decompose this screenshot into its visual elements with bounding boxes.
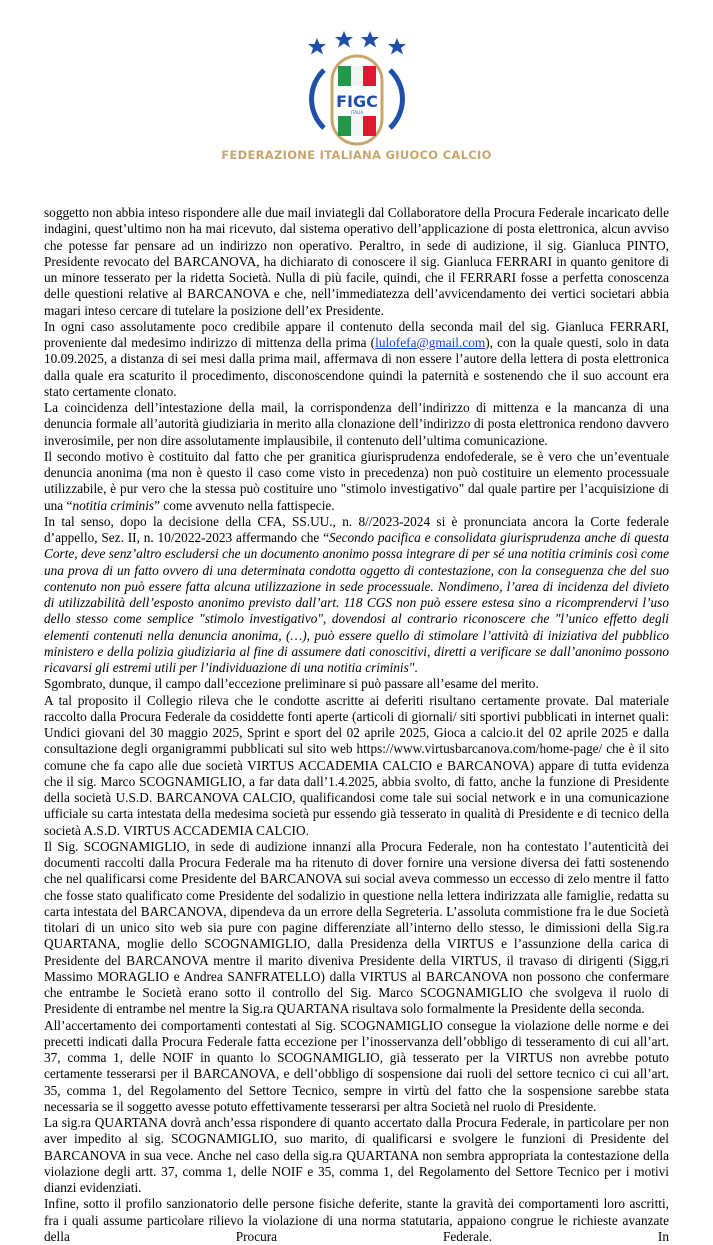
text-segment: In tal senso, dopo la decisione della CFA, SS.UU., n. 8//2023-2024 si è pronunciata ancora la Corte federale d’appello, Sez. II, n. 10/2022-2023 affermando che “ <box>44 513 669 545</box>
text-segment: . <box>414 660 418 675</box>
italic-quote: notitia criminis <box>72 497 155 513</box>
email-link[interactable]: lulofefa@gmail.com <box>375 335 486 350</box>
text-segment: Infine, sotto il profilo sanzionatorio delle persone fisiche deferite, stante la gravità dei comportamenti loro ascritti, fra i quali assume particolare rilievo la violazione di una norma statutaria, appaiono congrue le richieste avanzate della Procura Federale. In <box>44 1196 669 1244</box>
text-segment: Il secondo motivo è costituito dal fatto che per granitica giurisprudenza endofederale, se è vero che un’eventuale denuncia anonima (ma non è questo il caso come visto in precedenza) non può costituire un elemento processuale utilizzabile, è pur vero che la stessa può costituire uno "stimolo investigativo" dal quale partire per l’acquisizione di una “ <box>44 448 669 513</box>
svg-text:ITALIA: ITALIA <box>350 110 363 115</box>
paragraph <box>44 205 669 319</box>
text-segment: Sgombrato, dunque, il campo dall’eccezione preliminare si può passare all’esame del merito. <box>44 676 539 692</box>
document-body <box>44 205 669 1245</box>
paragraph <box>44 319 669 400</box>
paragraph <box>44 676 669 692</box>
paragraph <box>44 449 669 514</box>
text-segment: ” come avvenuto nella fattispecie. <box>154 497 335 513</box>
paragraph <box>44 693 669 839</box>
text-segment: La coincidenza dell’intestazione della mail, la corrispondenza dell’indirizzo di mittenza e la mancanza di una denuncia formale all’autorità giudiziaria in merito alla clonazione dell’indirizzo di posta elettronica rendono davvero inverosimile, per non dire assolutamente implausibile, il contenuto dell’ultima comunicazione. <box>44 400 669 448</box>
paragraph <box>44 839 669 1018</box>
stars-icon <box>308 31 406 55</box>
paragraph <box>44 1018 669 1116</box>
text-segment: soggetto non abbia inteso rispondere alle due mail inviategli dal Collaboratore della Procura Federale incaricato delle indagini, quest’ultimo non ha mai ricevuto, dal sistema operativo dell’applicazione di posta elettronica, alcun avviso che potesse far pensare ad un indirizzo non operativo. Peraltro, in sede di audizione, il sig. Gianluca PINTO, Presidente revocato del BARCANOVA, ha dichiarato di conoscere il sig. Gianluca FERRARI in quanto genitore di un minore tesserato per la ridetta Società. Nulla di più facile, quindi, che il FERRARI fosse a perfetta conoscenza delle questioni relative al BARCANOVA e che, nell’immediatezza dell’avvicendamento dei vertici societari abbia magari inteso cercare di tutelare la posizione dell’ex Presidente. <box>44 205 669 318</box>
text-segment: Il Sig. SCOGNAMIGLIO, in sede di audizione innanzi alla Procura Federale, non ha contestato l’autenticità dei documenti raccolti dalla Procura Federale ma ha ritenuto di dover fornire una versione diversa dei fatti sostenendo che nel qualificarsi come Presidente del BARCANOVA sui social aveva commesso un eccesso di zelo mentre il fatto che fosse stato qualificato come Presidente del sodalizio in questione nella lettera indirizzata alle famiglie, redatta su carta intestata del BARCANOVA, dipendeva da un errore della Segreteria. L’assoluta commistione fra le due Società titolari di un unico sito web sia pure con pagine differenziate all’interno dello stesso, le dimissioni della Sig.ra QUARTANA, moglie dello SCOGNAMIGLIO, dalla Presidenza della VIRTUS e l’assunzione della carica di Presidente del BARCANOVA mentre il marito diveniva Presidente della VIRTUS, il travaso di dirigenti (Sigg,ri Massimo MORAGLIO e Andrea SANFRATELLO) dalla VIRTUS al BARCANOVA non possono che confermare che entrambe le Società erano sotto il controllo del Sig. Marco SCOGNAMIGLIO che svolgeva il ruolo di Presidente di entrambe nel mentre la Sig.ra QUARTANA risultava solo formalmente la Presidente della seconda. <box>44 838 669 1017</box>
paragraph <box>44 514 669 677</box>
text-segment: ), con la quale questi, solo in data 10.09.2025, a distanza di sei mesi dalla prima mail, affermava di non essere l’autore della lettera di posta elettronica dalla quale era scaturito il procedimento, disconoscendone quindi la paternità e sostenendo che il suo account era stato certamente clonato. <box>44 335 669 399</box>
figc-crest-icon <box>302 30 412 150</box>
paragraph <box>44 1115 669 1196</box>
paragraph <box>44 400 669 449</box>
text-segment: In ogni caso assolutamente poco credibile appare il contenuto della seconda mail del sig. Gianluca FERRARI, proveniente dal medesimo indirizzo di mittenza della prima ( <box>44 318 669 350</box>
text-segment: All’accertamento dei comportamenti contestati al Sig. SCOGNAMIGLIO consegue la violazione delle norme e dei precetti indicati dalla Procura Federale fatta eccezione per l’inosservanza dell’obbligo di tesseramento di cui all’art. 37, comma 1, delle NOIF in quanto lo SCOGNAMIGLIO, già tesserato per la VIRTUS non avrebbe potuto certamente tesserarsi per il BARCANOVA, e dell’obbligo di sospensione dai ruoli del settore tecnico ci cui all’art. 35, comma 1, del Regolamento del Settore Tecnico, sempre in virtù del fatto che la sospensione sarebbe stata necessaria se il soggetto avesse potuto effettivamente tesserarsi per altra Società nel ruolo di Presidente. <box>44 1017 669 1114</box>
paragraph <box>44 1196 669 1245</box>
italic-quote: Secondo pacifica e consolidata giurisprudenza anche di questa Corte, deve senz’altro escludersi che un documento anonimo possa integrare di per sé una notitia criminis così come una prova di un fatto ovvero di una determinata condotta oggetto di contestazione, con la conseguenza che del suo contenuto non può essere fatta alcuna utilizzazione in sede processuale. Nondimeno, l’area di incidenza del divieto di utilizzabilità dell’esposto anonimo previsto dall’art. 118 CGS non può essere estesa sino a ricomprendervi l’uso dello stesso come semplice "stimolo investigativo", dovendosi al contrario riconoscere che "l’unico effetto degli elementi contenuti nella denuncia anonima, (…), può essere quello di stimolare l’attività di iniziativa del pubblico ministero e della polizia giudiziaria al fine di assumere dati conoscitivi, diretti a verificare se dall’anonimo possono ricavarsi gli estremi utili per l’individuazione di una notitia criminis" <box>44 530 670 675</box>
text-segment: La sig.ra QUARTANA dovrà anch’essa rispondere di quanto accertato dalla Procura Federale, in particolare per non aver impedito al sig. SCOGNAMIGLIO, suo marito, di qualificarsi e svolgere le funzioni di Presidente del BARCANOVA in sua vece. Anche nel caso della sig.ra QUARTANA non sembra appropriata la contestazione della violazione degli artt. 37, comma 1, delle NOIF e 35, comma 1, del Regolamento del Settore Tecnico per i motivi dianzi evidenziati. <box>44 1115 669 1195</box>
org-name: FEDERAZIONE ITALIANA GIUOCO CALCIO <box>221 148 492 162</box>
figc-logo <box>0 30 713 170</box>
svg-text:FIGC: FIGC <box>335 92 378 111</box>
text-segment: A tal proposito il Collegio rileva che le condotte ascritte ai deferiti risultano certamente provate. Dal materiale raccolto dalla Procura Federale da cosiddette fonti aperte (articoli di giornali/ siti sportivi pubblicati in internet quali: Undici giovani del 30 maggio 2025, Sprint e sport del 02 aprile 2025, Gioca a calcio.it del 02 aprile 2025 e dalla consultazione degli organigrammi pubblicati sul sito web https://www.virtusbarcanova.com/home-page/ che è il sito comune che fa capo alle due società VIRTUS ACCADEMIA CALCIO e BARCANOVA) appare di tutta evidenza che il sig. Marco SCOGNAMIGLIO, a far data dall’1.4.2025, abbia svolto, di fatto, anche la funzione di Presidente della società U.S.D. BARCANOVA CALCIO, qualificandosi come tale sui social network e in una comunicazione ufficiale su carta intestata della medesima società pur essendo già tesserato in qualità di Presidente e di tecnico della società A.S.D. VIRTUS ACCADEMIA CALCIO. <box>44 692 669 838</box>
